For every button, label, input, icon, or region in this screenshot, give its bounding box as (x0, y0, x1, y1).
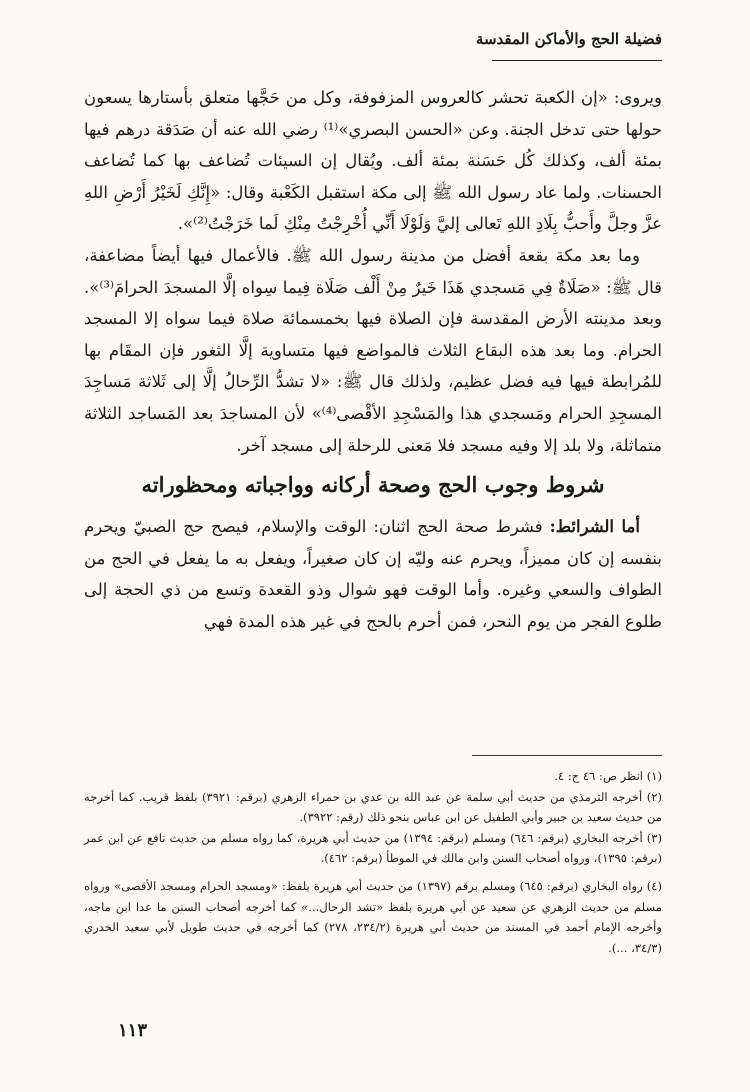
paragraph-conditions-text: فشرط صحة الحج اثنان: الوقت والإسلام، فيصح حج الصبيّ ويحرم بنفسه إن كان مميزاً، ويحرم عنه وليّه إن كان صغيراً، ويفعل به ما يفعل في الحج من الطواف والسعي وغيره. وأما الوقت فهو شوال وذو القعدة وتسع من ذي الحجة إلى طلوع الفجر من يوم النحر، فمن أحرم بالحج في غير هذه المدة فهي (84, 517, 662, 631)
footnote-divider (472, 755, 662, 756)
paragraph-conditions (84, 511, 662, 637)
main-text (84, 82, 662, 638)
paragraph-medina: وما بعد مكة بقعة أفضل من مدينة رسول الله ﷺ. فالأعمال فيها أيضاً مضاعفة، قال ﷺ: «صَلَاةٌ فِي مَسجدي هَذَا خَيرٌ مِنْ أَلْف صَلَاة فِيما سِواه إلَّا المسجدَ الحرامَ⁽³⁾». وبعد مدينته الأرض المقدسة فإن الصلاة فيها بخمسمائة صلاة فيما سواه إلا المسجد الحرام. وما بعد هذه البقاع الثلاث فالمواضع فيها متساوية إلَّا الثغور فإن المقَام بها للمُرابطة فيها فيه فضل عظيم، ولذلك قال ﷺ: «لا تشدُّ الرِّحالُ إلَّا إلى ثَلاثة مَساجِدَ المسجِدِ الحرام ومَسجدي هذا والمَسْجِدِ الأقْصى⁽⁴⁾» لأن المساجدَ بعد المَساجد الثلاثة متماثلة، ولا بلد إلا وفيه مسجد فلا مَعنى للرحلة إلى مسجد آخر. (84, 245, 662, 455)
header-divider (492, 60, 662, 61)
page-number: ١١٣ (118, 1020, 148, 1041)
footnote-3: (٣) أخرجه البخاري (برقم: ٦٤٦) ومسلم (برقم: ١٣٩٤) من حديث أبي هريرة، كما رواه مسلم من حديث نافع عن ابن عمر (برقم: ١٣٩٥)، ورواه أصحاب السنن وابن مالك في الموطأ (برقم: ٤٦٢). (84, 830, 662, 866)
paragraph-lead: أما الشرائط: (549, 517, 640, 537)
paragraph-kaaba: ويروى: «إن الكعبة تحشر كالعروس المزفوفة، وكل من حَجَّها متعلق بأستارها يسعون حولها حتى تدخل الجنة. وعن «الحسن البصري»⁽¹⁾ رضي الله عنه أن صَدَقة درهم فيها بمئة ألف، وكذلك كُل حَسَنة بمئة ألف. ويُقال إن السيئات تُضاعف بها كما تُضاعف الحسنات. ولما عاد رسول الله ﷺ إلى مكة استقبل الكَعْبة وقال: «إِنَّكِ لَخَيْرُ أَرْضِ اللهِ عزَّ وجلَّ وأَحبُّ بِلَادِ اللهِ تَعالى إليَّ وَلَوْلَا أَنِّي أُخْرِجْتُ مِنْكِ لَما خَرَجْتُ⁽²⁾». (84, 88, 662, 234)
footnote-4: (٤) رواه البخاري (برقم: ٦٤٥) ومسلم برقم (١٣٩٧) من حديث أبي هريرة بلفظ: «ومسجد الحرام ومسجد الأقصى» ورواه مسلم من حديث الزهري عن سعيد عن أبي هريرة بلفظ «تشد الرحال...» كما أخرجه أصحاب السنن ما عدا ابن ماجه، وأخرجه الإمام أحمد في المسند من حديث أبي هريرة (٢٣٤/٢، ٢٧٨) كما أخرجه في حديث طويل لأبي سعيد الخدري (٣٤/٣، ...). (84, 878, 662, 955)
footnote-1: (١) انظر ص: ٤٦ ح: ٤. (554, 769, 662, 783)
running-header: فضيلة الحج والأماكن المقدسة (475, 30, 662, 48)
footnotes (84, 766, 662, 958)
section-heading: شروط وجوب الحج وصحة أركانه وواجباته ومحظوراته (141, 472, 605, 498)
footnote-2: (٢) أخرجه الترمذي من حديث أبي سلمة عن عبد الله بن عدي بن حمراء الزهري (برقم: ٣٩٢١) بلفظ قريب. كما أخرجه من حديث سعيد بن جبير وأبي الطفيل عن ابن عباس بنحو ذلك (رقم: ٣٩٢٢). (84, 789, 662, 825)
